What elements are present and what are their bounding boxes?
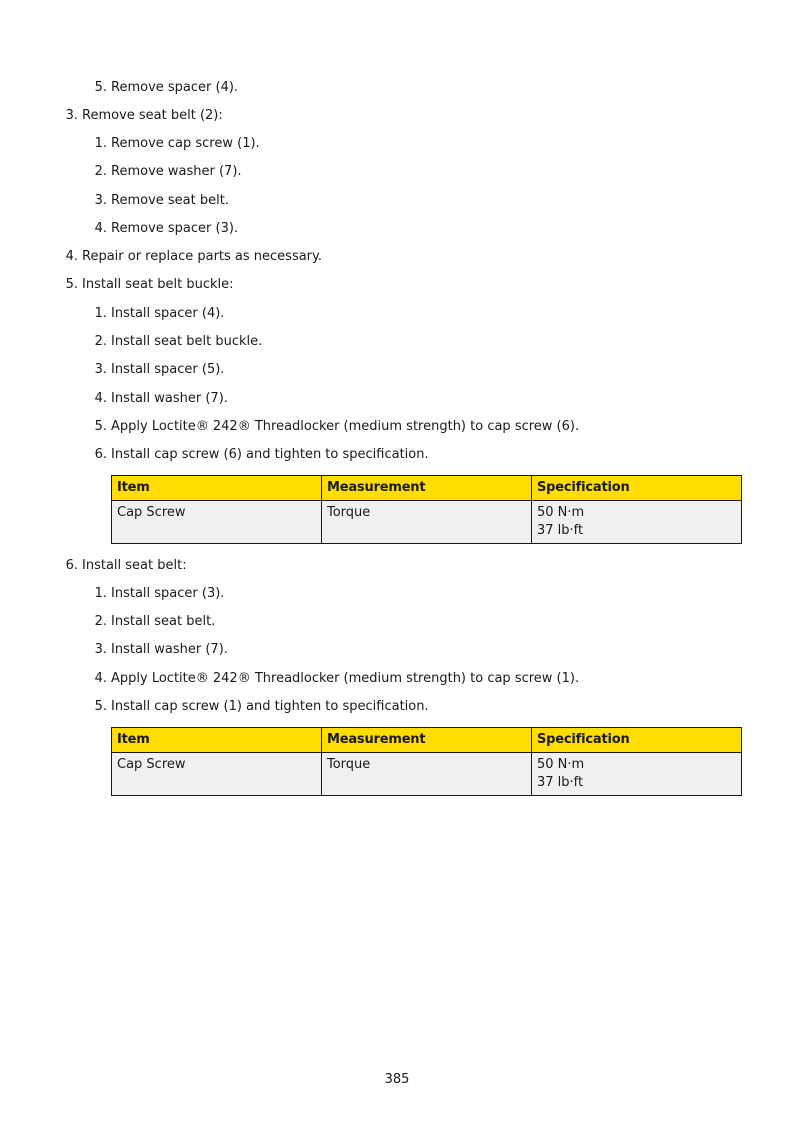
list-text: Install seat belt. [111, 614, 216, 629]
spec-imperial: 37 lb·ft [537, 775, 584, 790]
cell-measurement: Torque [322, 501, 532, 544]
cell-specification [532, 501, 742, 544]
list-number: 4. [94, 391, 107, 406]
list-text: Install seat belt: [82, 558, 187, 573]
list-text: Install spacer (3). [111, 586, 225, 601]
cell-item: Cap Screw [112, 501, 322, 544]
spec-metric: 50 N·m [537, 505, 585, 520]
list-number: 1. [94, 306, 107, 321]
list-number: 4. [65, 249, 78, 264]
list-text: Install seat belt buckle: [82, 277, 234, 292]
cell-specification [532, 753, 742, 796]
list-text: Install seat belt buckle. [111, 334, 263, 349]
list-text: Install washer (7). [111, 642, 228, 657]
list-number: 4. [94, 221, 107, 236]
list-text: Repair or replace parts as necessary. [82, 249, 322, 264]
list-text: Install spacer (4). [111, 306, 225, 321]
list-number: 5. [65, 277, 78, 292]
list-number: 1. [94, 586, 107, 601]
list-number: 2. [94, 334, 107, 349]
list-text: Remove cap screw (1). [111, 136, 260, 151]
table-row [112, 753, 742, 796]
cell-measurement: Torque [322, 753, 532, 796]
list-text: Install washer (7). [111, 391, 228, 406]
torque-spec-table [111, 475, 742, 544]
list-number: 3. [94, 362, 107, 377]
list-text: Apply Loctite® 242® Threadlocker (medium strength) to cap screw (6). [111, 419, 580, 434]
spec-imperial: 37 lb·ft [537, 523, 584, 538]
table-header-row [112, 476, 742, 501]
table-row [112, 501, 742, 544]
list-number: 3. [94, 193, 107, 208]
header-measurement: Measurement [322, 728, 532, 753]
list-number: 4. [94, 671, 107, 686]
list-text: Remove spacer (4). [111, 80, 239, 95]
list-text: Remove washer (7). [111, 164, 242, 179]
cell-item: Cap Screw [112, 753, 322, 796]
list-text: Install cap screw (6) and tighten to specification. [111, 447, 429, 462]
list-number: 2. [94, 164, 107, 179]
list-number: 3. [94, 642, 107, 657]
page-number: 385 [384, 1072, 410, 1087]
header-specification: Specification [532, 476, 742, 501]
list-text: Install cap screw (1) and tighten to specification. [111, 699, 429, 714]
header-item: Item [112, 476, 322, 501]
table-header-row [112, 728, 742, 753]
spec-metric: 50 N·m [537, 757, 585, 772]
list-text: Install spacer (5). [111, 362, 225, 377]
list-number: 6. [94, 447, 107, 462]
list-text: Remove seat belt. [111, 193, 229, 208]
torque-spec-table [111, 727, 742, 796]
list-number: 6. [65, 558, 78, 573]
list-number: 3. [65, 108, 78, 123]
list-number: 2. [94, 614, 107, 629]
header-measurement: Measurement [322, 476, 532, 501]
list-text: Apply Loctite® 242® Threadlocker (medium strength) to cap screw (1). [111, 671, 580, 686]
list-number: 1. [94, 136, 107, 151]
header-specification: Specification [532, 728, 742, 753]
list-text: Remove seat belt (2): [82, 108, 223, 123]
list-number: 5. [94, 419, 107, 434]
header-item: Item [112, 728, 322, 753]
list-number: 5. [94, 699, 107, 714]
list-number: 5. [94, 80, 107, 95]
list-text: Remove spacer (3). [111, 221, 239, 236]
